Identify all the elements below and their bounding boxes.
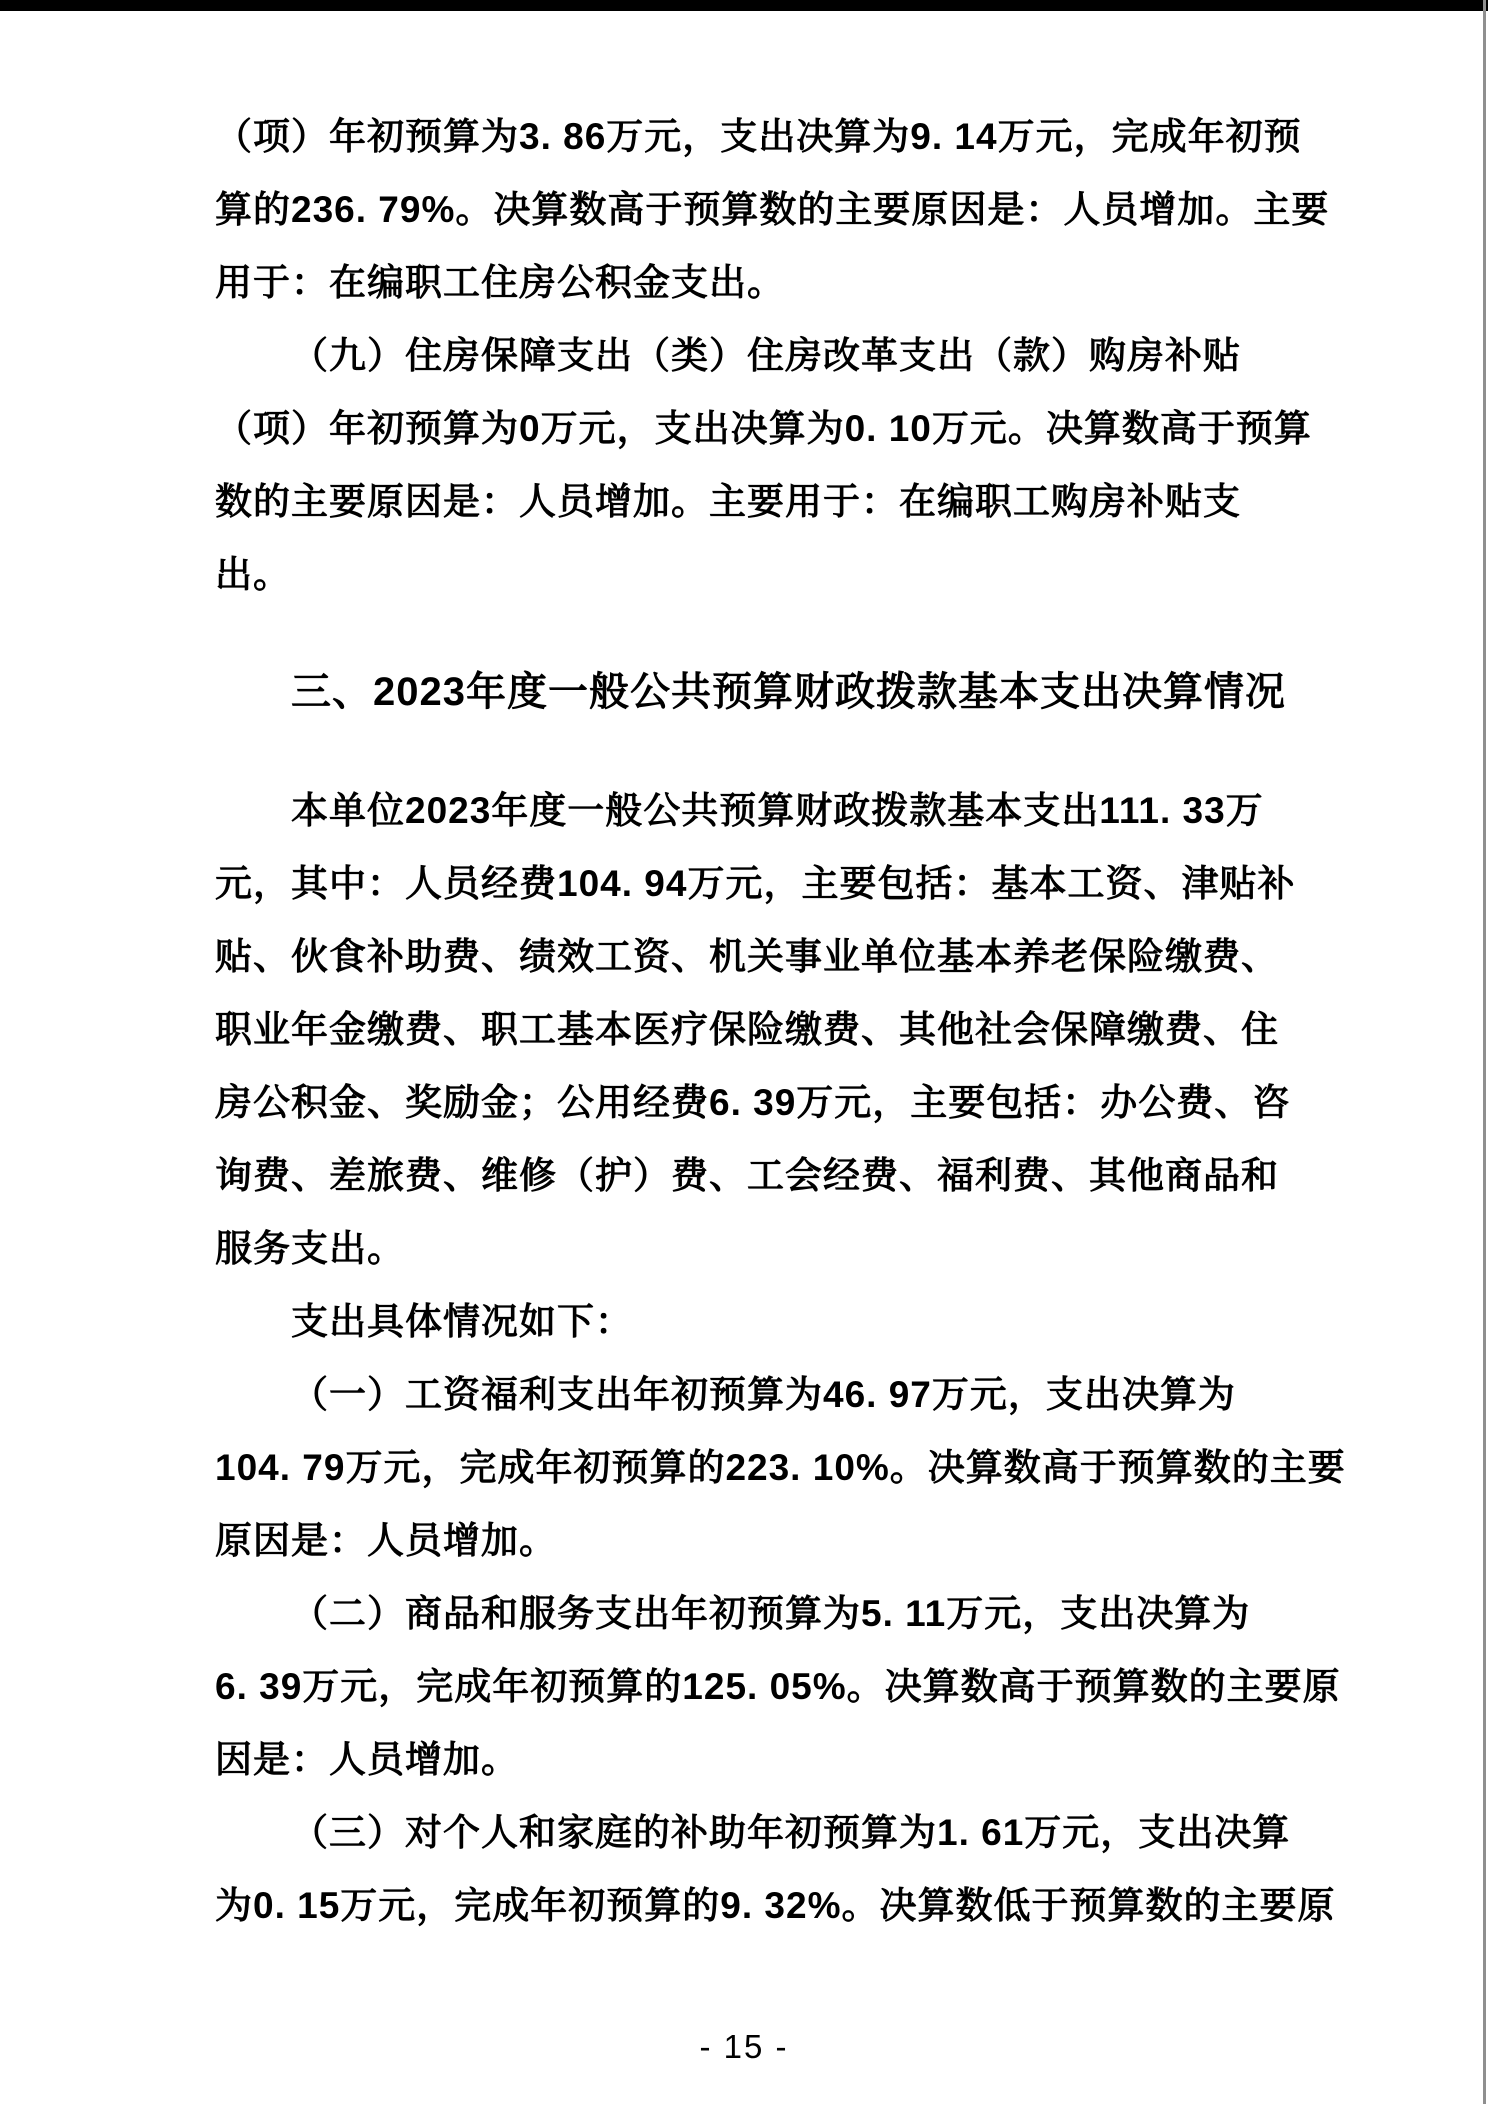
text-line: 算的236. 79%。决算数高于预算数的主要原因是：人员增加。主要 — [215, 189, 1330, 230]
section-heading-block — [215, 656, 1338, 729]
text-line: 元，其中：人员经费104. 94万元，主要包括：基本工资、津贴补 — [215, 863, 1296, 904]
text-line: 6. 39万元，完成年初预算的125. 05%。决算数高于预算数的主要原 — [215, 1666, 1341, 1707]
paragraph-item-two-goods-services — [215, 1577, 1341, 1796]
text-line: 询费、差旅费、维修（护）费、工会经费、福利费、其他商品和 — [215, 1155, 1279, 1196]
section-heading: 三、2023年度一般公共预算财政拨款基本支出决算情况 — [291, 670, 1286, 714]
text-line: 房公积金、奖励金；公用经费6. 39万元，主要包括：办公费、咨 — [215, 1082, 1291, 1123]
paragraph-housing-fund — [215, 100, 1338, 319]
text-line: （二）商品和服务支出年初预算为5. 11万元，支出决算为 — [291, 1593, 1251, 1634]
text-line: 用于：在编职工住房公积金支出。 — [215, 262, 785, 303]
text-line: （九）住房保障支出（类）住房改革支出（款）购房补贴 — [291, 335, 1241, 376]
text-line: 出。 — [215, 554, 291, 595]
text-line: 数的主要原因是：人员增加。主要用于：在编职工购房补贴支 — [215, 481, 1241, 522]
paragraph-basic-expenditure-overview — [215, 774, 1338, 1285]
text-line: （三）对个人和家庭的补助年初预算为1. 61万元，支出决算 — [291, 1812, 1291, 1853]
paragraph-details-intro — [215, 1285, 1338, 1358]
text-line: （一）工资福利支出年初预算为46. 97万元，支出决算为 — [291, 1374, 1236, 1415]
text-line: 贴、伙食补助费、绩效工资、机关事业单位基本养老保险缴费、 — [215, 936, 1279, 977]
text-line: 因是：人员增加。 — [215, 1739, 519, 1780]
text-line: （项）年初预算为3. 86万元，支出决算为9. 14万元，完成年初预 — [215, 116, 1302, 157]
text-line: 服务支出。 — [215, 1228, 405, 1269]
paragraph-housing-subsidy — [215, 319, 1338, 611]
text-line: 支出具体情况如下： — [291, 1301, 633, 1342]
text-line: 为0. 15万元，完成年初预算的9. 32%。决算数低于预算数的主要原 — [215, 1885, 1336, 1926]
paragraph-item-one-salary-welfare — [215, 1358, 1346, 1577]
text-line: 本单位2023年度一般公共预算财政拨款基本支出111. 33万 — [291, 790, 1264, 831]
text-line: 104. 79万元，完成年初预算的223. 10%。决算数高于预算数的主要 — [215, 1447, 1346, 1488]
paragraph-item-three-individual-family-subsidy — [215, 1796, 1338, 1942]
text-line: 职业年金缴费、职工基本医疗保险缴费、其他社会保障缴费、住 — [215, 1009, 1279, 1050]
text-line: 原因是：人员增加。 — [215, 1520, 557, 1561]
page-number: - 15 - — [699, 2028, 789, 2065]
text-line: （项）年初预算为0万元，支出决算为0. 10万元。决算数高于预算 — [215, 408, 1312, 449]
